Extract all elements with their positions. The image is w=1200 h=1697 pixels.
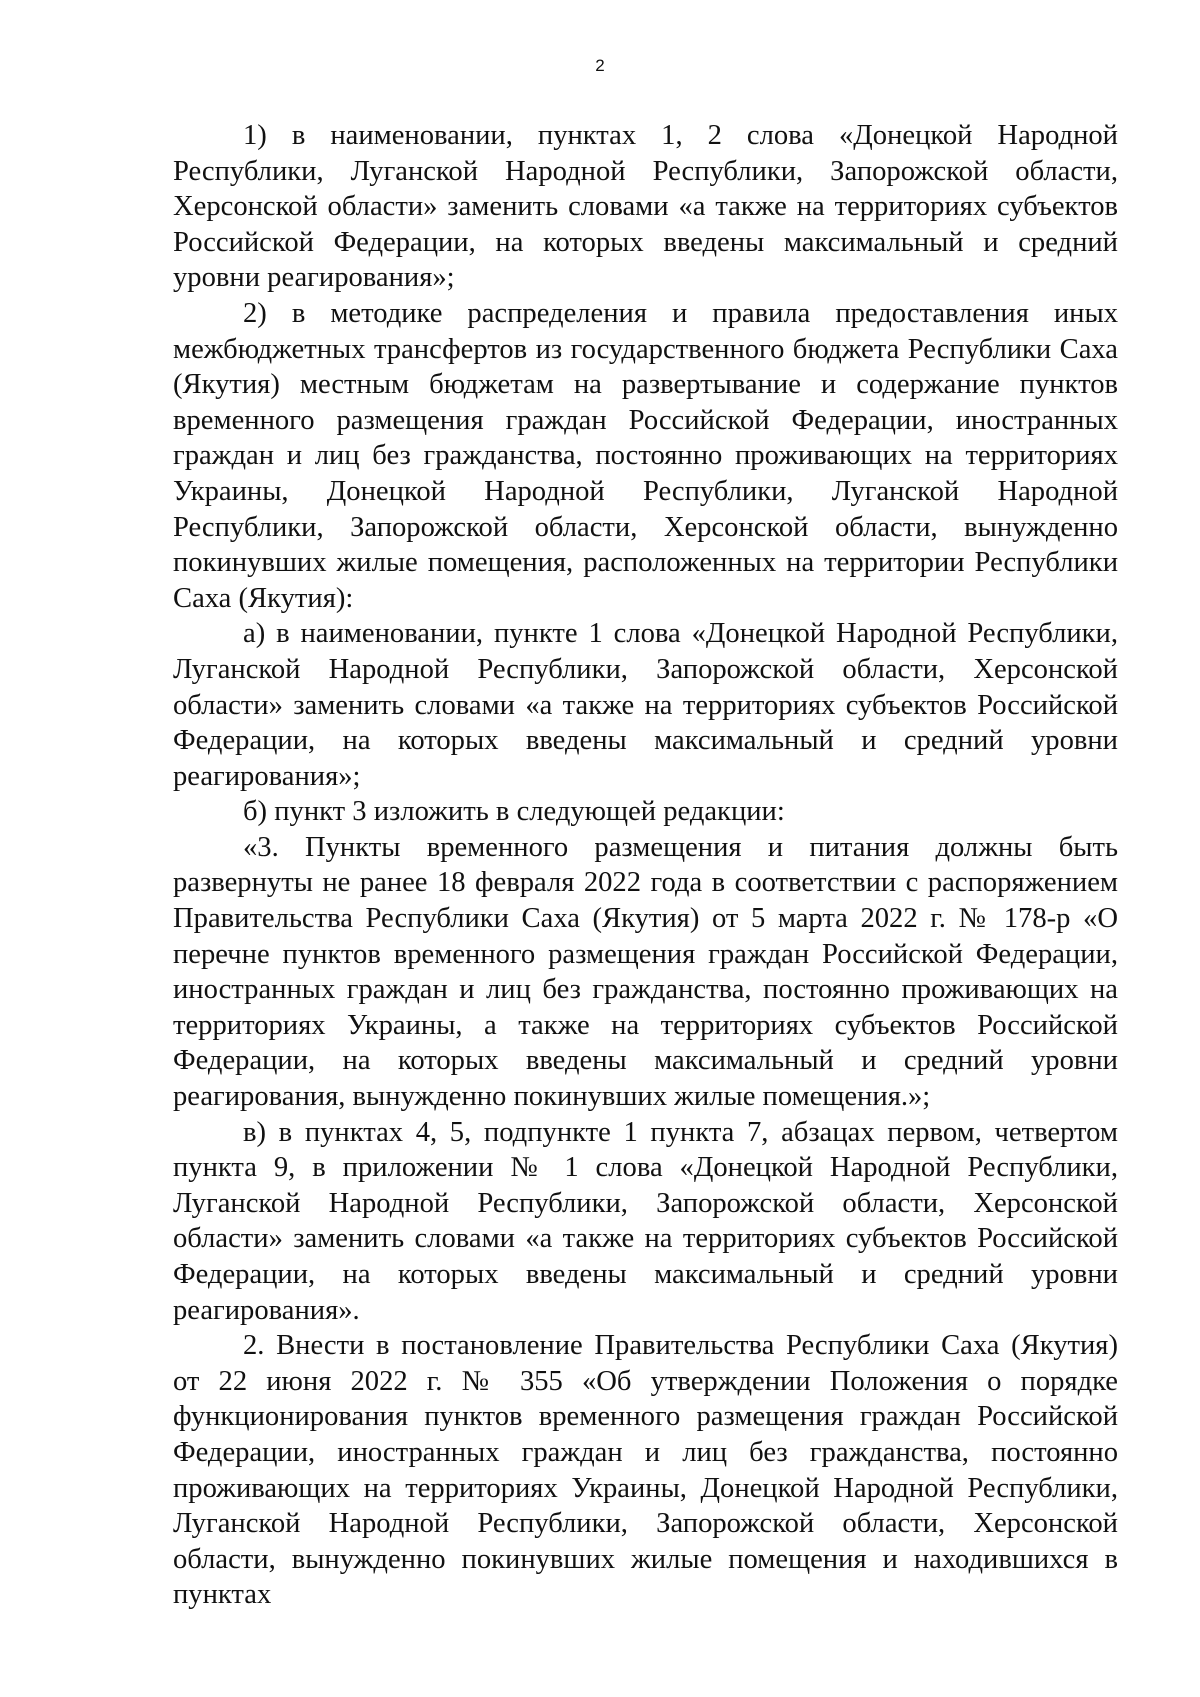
paragraph-item-b: б) пункт 3 изложить в следующей редакции: bbox=[243, 796, 785, 828]
paragraph-item-2: 2) в методике распределения и правила предоставления иных межбюджетных трансфертов из государственного бюджета Республики Саха (Якутия) местным бюджетам на развертывание и содержание пунктов временного размещения граждан Российской Федерации, иностранных граждан и лиц без гражданства, постоянно проживающих на территориях Украины, Донецкой Народной Республики, Луганской Народной Республики, Запорожской области, Херсонской области, вынужденно покинувших жилые помещения, расположенных на территории Республики Саха (Якутия): bbox=[173, 297, 1118, 614]
paragraph-quoted-item-3: «3. Пункты временного размещения и питания должны быть развернуты не ранее 18 февраля 2022 года в соответствии с распоряжением Правительства Республики Саха (Якутия) от 5 марта 2022 г. № 178-р «О перечне пунктов временного размещения граждан Российской Федерации, иностранных граждан и лиц без гражданства, постоянно проживающих на территориях Украины, а также на территориях субъектов Российской Федерации, на которых введены максимальный и средний уровни реагирования, вынужденно покинувших жилые помещения.»; bbox=[173, 831, 1118, 1113]
paragraph-section-2: 2. Внести в постановление Правительства Республики Саха (Якутия) от 22 июня 2022 г. № 355 «Об утверждении Положения о порядке функционирования пунктов временного размещения граждан Российской Федерации, иностранных граждан и лиц без гражданства, постоянно проживающих на территориях Украины, Донецкой Народной Республики, Луганской Народной Республики, Запорожской области, Херсонской области, вынужденно покинувших жилые помещения и находившихся в пунктах bbox=[173, 1330, 1118, 1611]
page-number: 2 bbox=[595, 56, 605, 75]
paragraph-item-a: а) в наименовании, пункте 1 слова «Донецкой Народной Республики, Луганской Народной Республики, Запорожской области, Херсонской области» заменить словами «а также на территориях субъектов Российской Федерации, на которых введены максимальный и средний уровни реагирования»; bbox=[173, 618, 1118, 792]
paragraph-item-1: 1) в наименовании, пунктах 1, 2 слова «Донецкой Народной Республики, Луганской Народной Республики, Запорожской области, Херсонской области» заменить словами «а также на территориях субъектов Российской Федерации, на которых введены максимальный и средний уровни реагирования»; bbox=[173, 120, 1118, 294]
paragraph-item-v: в) в пунктах 4, 5, подпункте 1 пункта 7, абзацах первом, четвертом пункта 9, в приложении № 1 слова «Донецкой Народной Республики, Луганской Народной Республики, Запорожской области, Херсонской области» заменить словами «а также на территориях субъектов Российской Федерации, на которых введены максимальный и средний уровни реагирования». bbox=[173, 1116, 1118, 1326]
document-body bbox=[173, 118, 1118, 1613]
